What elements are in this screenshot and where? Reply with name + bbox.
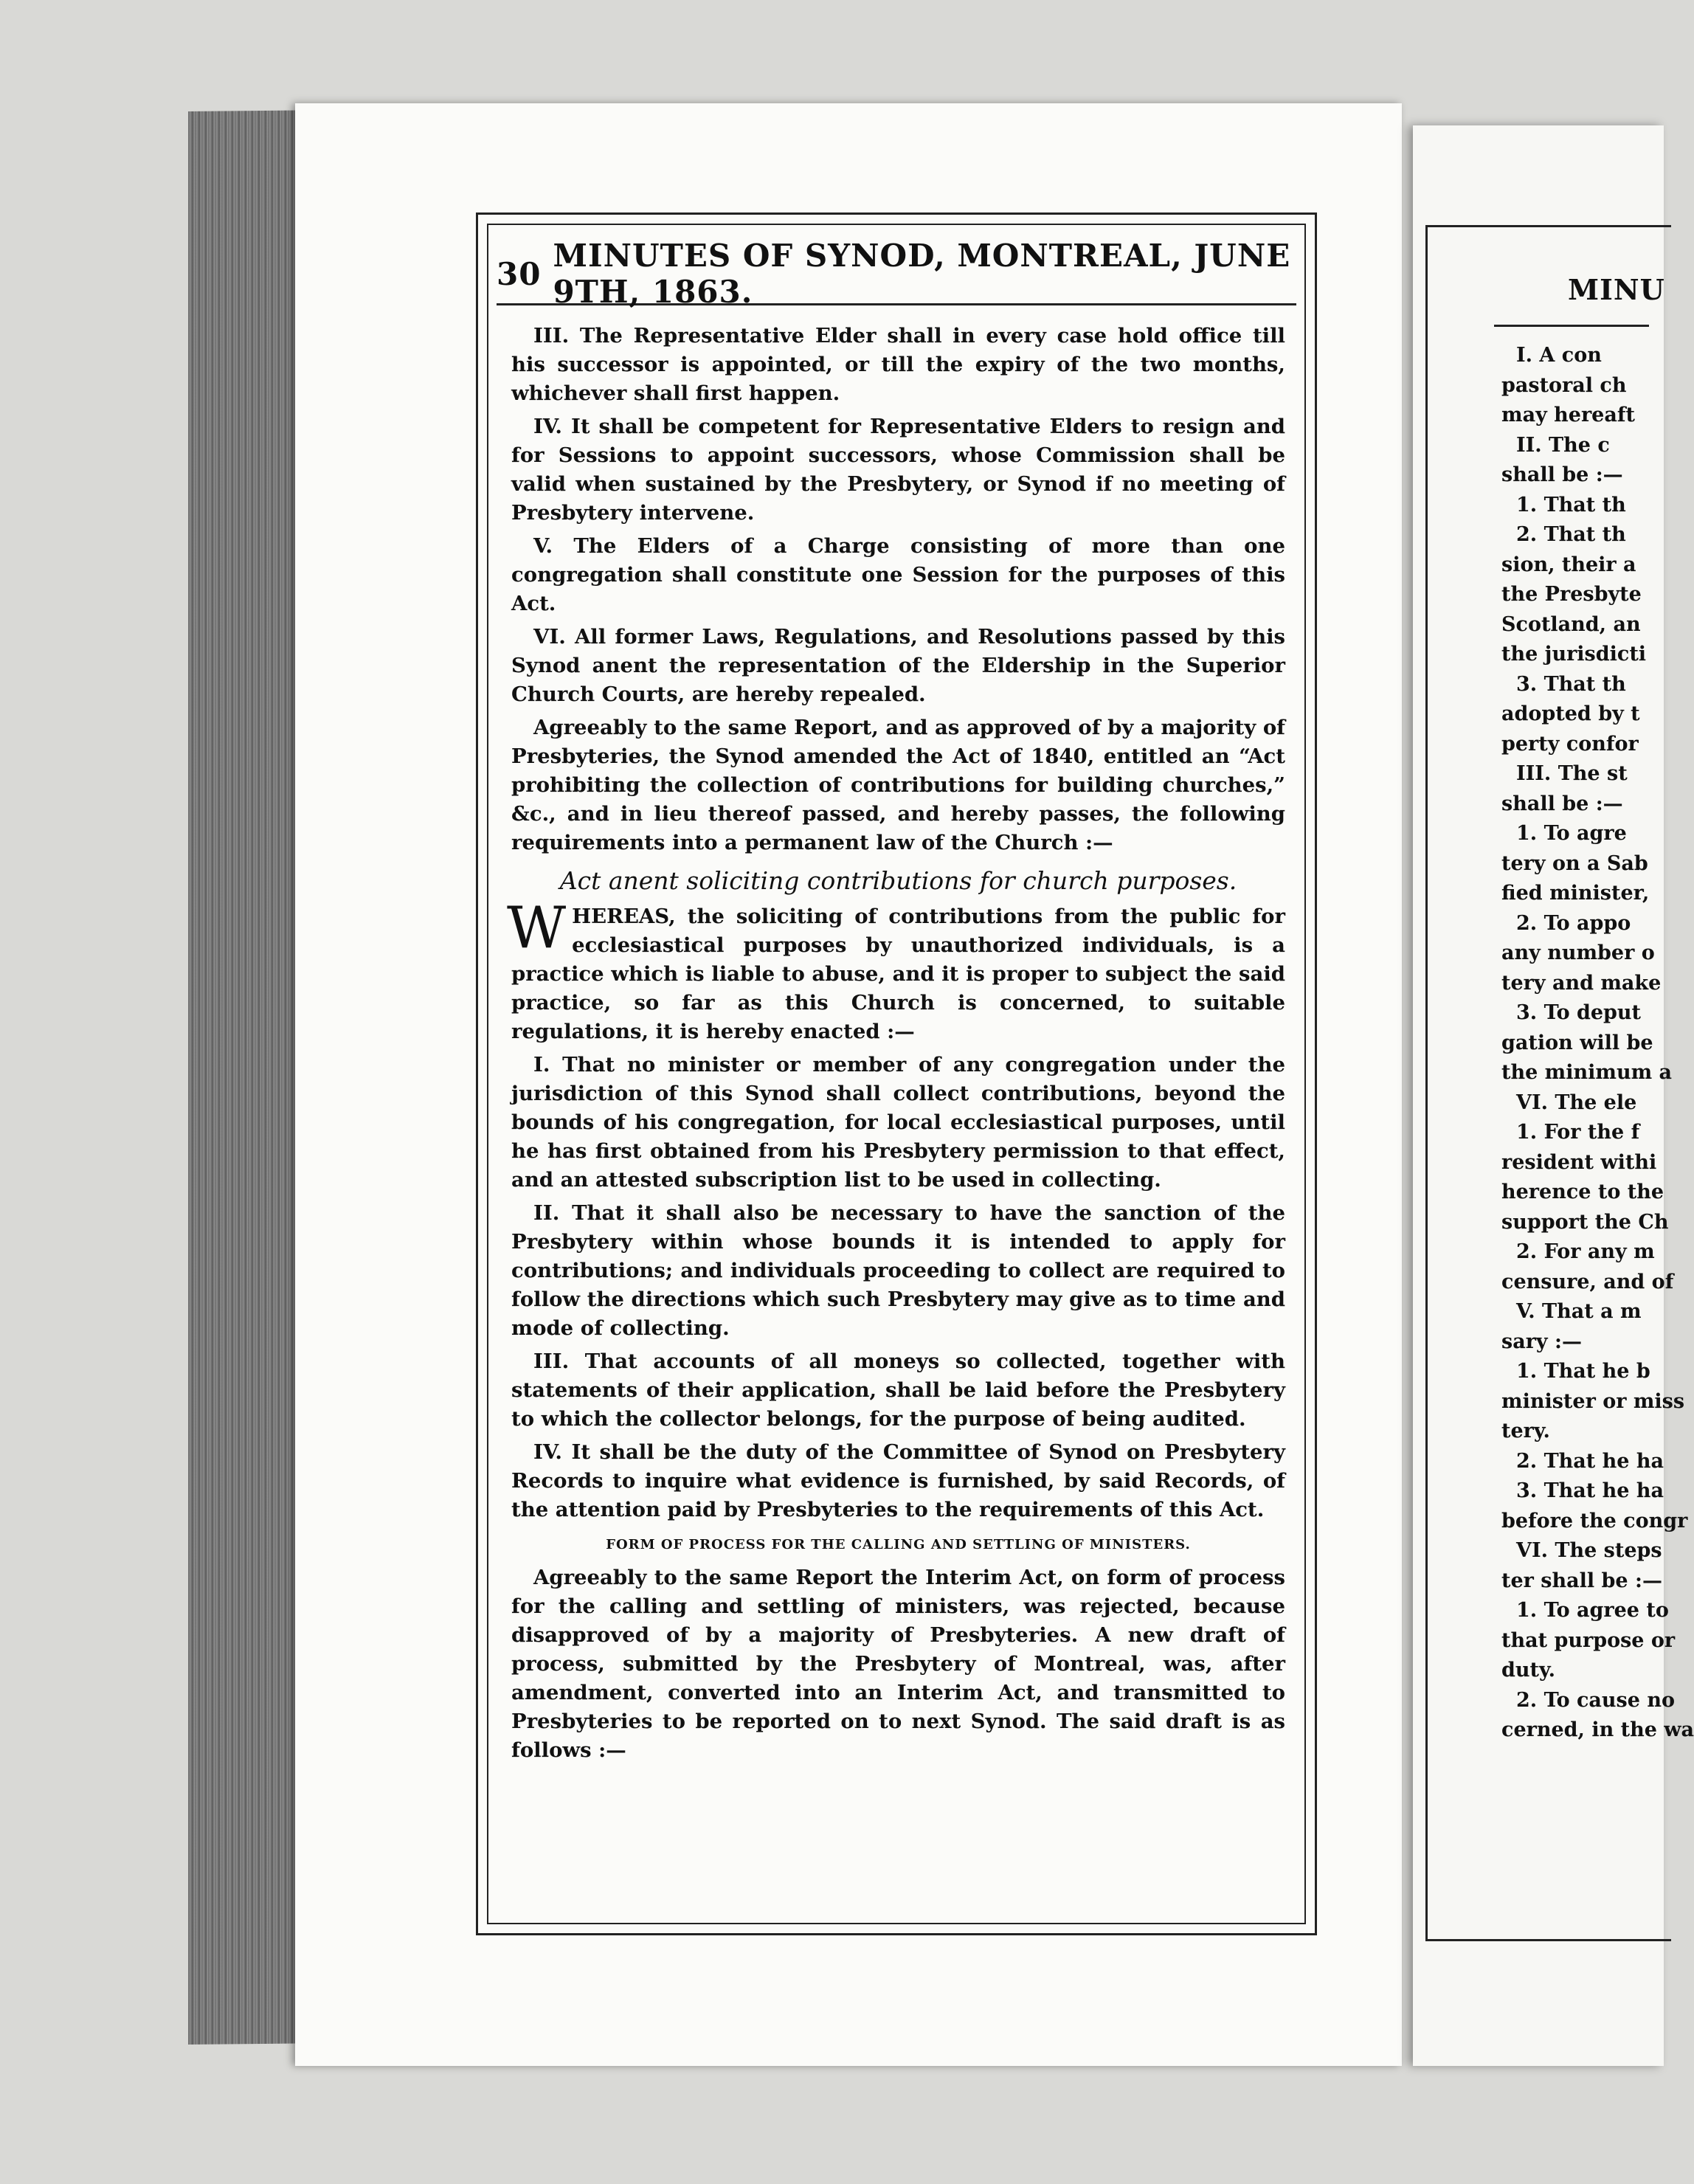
paragraph-act-1840-amended: Agreeably to the same Report, and as approved of by a majority of Presbyteries, the Synod amended the Act of 1840, entitled an “Act prohibiting the collection of contributions for building churches,” &c., and in lieu thereof passed, and hereby passes, the following requirements into a permanent law of the Church :— [511,716,1285,854]
right-page-line: gation will be [1501,1031,1653,1054]
act-title: Act anent soliciting contributions for church purposes. [559,866,1237,895]
right-page-line: shall be :— [1501,463,1623,486]
right-page-line: any number o [1501,941,1655,964]
right-page-line: I. A con [1516,344,1602,367]
right-page-line: 1. That he b [1516,1360,1650,1383]
right-page-line: 2. To cause no [1516,1688,1675,1712]
right-page-line: V. That a m [1516,1300,1642,1323]
right-page-line: the Presbyte [1501,583,1642,606]
right-page-line: minister or miss [1501,1389,1685,1413]
paragraph-elders-one-session: V. The Elders of a Charge consisting of more than one congregation shall constitute one Session for the purposes of this Act. [511,534,1285,615]
drop-cap: W [507,895,567,961]
right-page-line: cerned, in the wa [1501,1718,1694,1741]
right-page-line: herence to the [1501,1181,1664,1203]
right-page-line: support the Ch [1501,1210,1669,1234]
right-page-line: 1. To agre [1516,822,1627,845]
paragraph-interim-act: Agreeably to the same Report the Interim Act, on form of process for the calling and settling of ministers, was rejected, because disapproved of by a majority of Presbyteries. A new draft of process, submitted by the Presbytery of Montreal, was, after amendment, converted into an Interim Act, and transmitted to Presbyteries to be reported on to next Synod. The said draft is as follows :— [511,1566,1285,1762]
section-heading-form-of-process: FORM OF PROCESS FOR THE CALLING AND SETTLING OF MINISTERS. [606,1537,1191,1552]
right-page-text [1501,341,1694,1746]
right-page-line: VI. The ele [1516,1091,1637,1114]
rule-collect-contributions: I. That no minister or member of any congregation under the jurisdiction of this Synod shall collect contributions, beyond the bounds of his congregation, for local ecclesiastical purposes, until he has first obtained from his Presbytery permission to that effect, and an attested subscription list to be used in collecting. [511,1053,1285,1192]
right-page-line: 2. For any m [1516,1240,1655,1263]
right-page-line: 2. That th [1516,523,1626,546]
right-page-line: perty confor [1501,732,1639,756]
right-page-line: ter shall be :— [1501,1569,1662,1592]
right-page-line: may hereaft [1501,404,1635,426]
right-page-line: II. The c [1516,433,1610,457]
right-page-line: tery and make [1501,971,1662,995]
whereas-paragraph [507,895,1285,1046]
right-page-line: 2. To appo [1516,911,1631,935]
right-page-line: tery on a Sab [1501,851,1648,875]
right-page-line: the minimum a [1501,1061,1673,1084]
right-page-line: VI. The steps [1516,1539,1662,1562]
right-page-line: adopted by t [1501,702,1640,725]
right-page-line: tery. [1501,1420,1550,1442]
whereas-text: HEREAS, the soliciting of contributions from the public for ecclesiastical purposes by unauthorized individuals, is a practice which is liable to abuse, and it is proper to subject the said practice, so far as this Church is concerned, to suitable regulations, it is hereby enacted :— [511,905,1285,1043]
right-page-line: censure, and of [1501,1270,1674,1293]
right-page-line: Scotland, an [1501,612,1641,636]
page-number: 30 [497,255,542,292]
paragraph-representative-elder-office: III. The Representative Elder shall in every case hold office till his successor is appointed, or till the expiry of the two months, whichever shall first happen. [511,324,1285,405]
page-border [476,212,1317,1935]
right-page-line: sion, their a [1501,553,1636,576]
rule-presbytery-sanction: II. That it shall also be necessary to have the sanction of the Presbytery within whose bounds it is intended to apply for contributions; and individuals proceeding to collect are required to follow the directions which such Presbytery may give as to time and mode of collecting. [511,1201,1285,1340]
right-header-rule [1494,325,1649,327]
right-page-line: 2. That he ha [1516,1449,1664,1473]
right-page-line: 1. That th [1516,493,1626,516]
paragraph-former-laws-repealed: VI. All former Laws, Regulations, and Resolutions passed by this Synod anent the representation of the Eldership in the Superior Church Courts, are hereby repealed. [511,625,1285,706]
right-page-line: 3. That th [1516,672,1626,696]
page-header [497,238,1296,310]
paragraph-resign-successors: IV. It shall be competent for Representative Elders to resign and for Sessions to appoint successors, whose Commission shall be valid when sustained by the Presbytery, or Synod if no meeting of Presbytery intervene. [511,415,1285,525]
right-page-line: shall be :— [1501,792,1623,815]
right-page-line: the jurisdicti [1501,643,1647,666]
right-page-line: 3. That he ha [1516,1479,1664,1502]
right-page-line: sary :— [1501,1330,1582,1353]
running-title: MINUTES OF SYNOD, MONTREAL, JUNE 9TH, 1863. [553,238,1291,310]
right-page-line: III. The st [1516,762,1628,785]
right-page-line: 1. To agree to [1516,1599,1669,1622]
right-page-line: that purpose or [1501,1628,1676,1652]
rule-committee-duty: IV. It shall be the duty of the Committee of Synod on Presbytery Records to inquire what evidence is furnished, by said Records, of the attention paid by Presbyteries to the requirements of this Act. [511,1440,1285,1521]
right-page-line: 1. For the f [1516,1121,1640,1144]
right-page-line: resident withi [1501,1150,1657,1174]
right-page-line: before the congr [1501,1509,1688,1532]
page-body [507,322,1285,1769]
right-page-line: 3. To deput [1516,1001,1642,1024]
right-page-header: MINU [1568,273,1665,306]
right-page-line: pastoral ch [1501,373,1627,397]
rule-accounts-audited: III. That accounts of all moneys so collected, together with statements of their application, shall be laid before the Presbytery to which the collector belongs, for the purpose of being audited. [511,1350,1285,1431]
right-page-line: duty. [1501,1659,1555,1682]
right-page-line: fied minister, [1501,882,1650,905]
